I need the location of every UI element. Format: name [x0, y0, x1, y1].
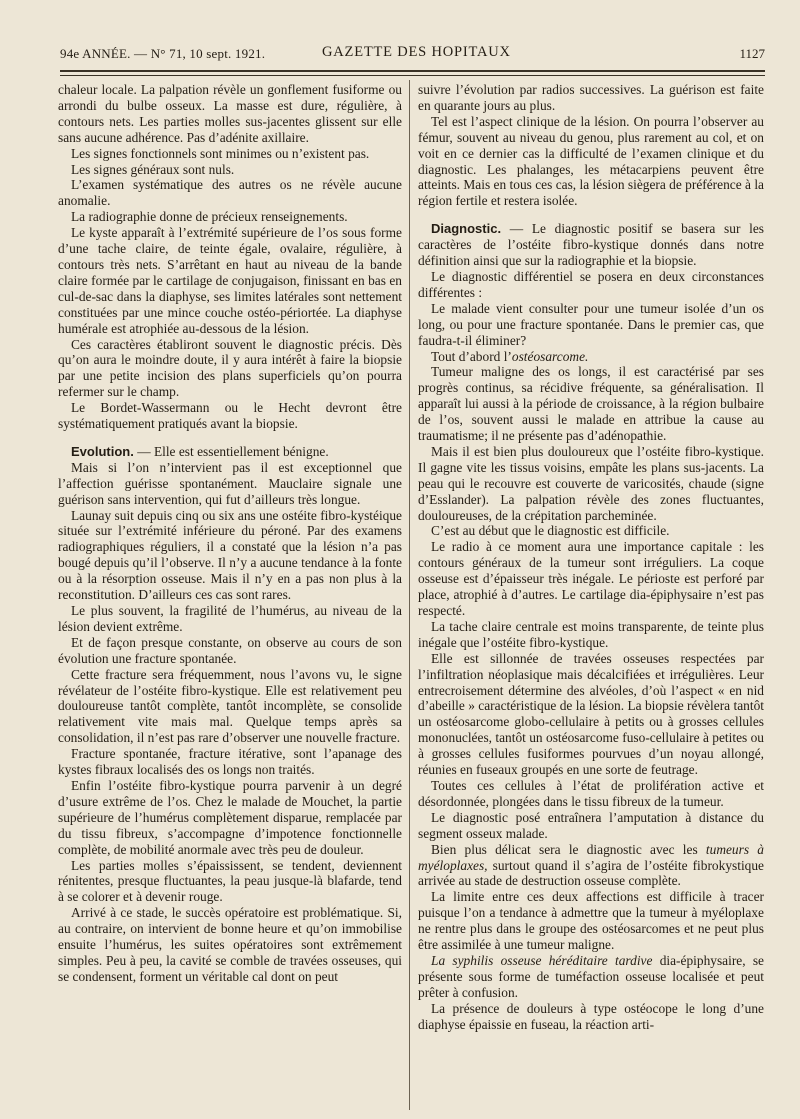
paragraph	[418, 349, 764, 365]
paragraph: Et de façon presque constante, on observe au cours de son évolution une fracture spontanée.	[58, 634, 402, 666]
paragraph: Le diagnostic posé entraînera l’amputation à distance du segment osseux malade.	[418, 809, 764, 841]
italic-term: tumeurs à myéloplaxes,	[418, 841, 764, 873]
paragraph: Elle est sillonnée de travées osseuses respectées par l’infiltration néoplasique mais décalcifiées et irrégulières. Leur entrecroisement détermine des alvéoles, d’où l’aspect « en nid d’abeille » caractéristique de la lésion. La biopsie révèlera tantôt un ostéosarcome globo-cellulaire à petits ou à grosses cellules mononuclées, tantôt un ostéosarcome fuso-cellulaire à petites ou à grosses cellules fusiformes pourvues d’un noyau allongé, réunies en fuseaux groupés en une sorte de feutrage.	[418, 650, 764, 778]
paragraph: Enfin l’ostéite fibro-kystique pourra parvenir à un degré d’usure extrême de l’os. Chez le malade de Mouchet, la partie supérieure de l’humérus complètement disparue, remplacée par du tissu fibreux, s’accompagne d’impotence fonctionnelle complète, de mobilité anormale avec très peu de douleur.	[58, 777, 402, 857]
paragraph: suivre l’évolution par radios successives. La guérison est faite en quarante jours au plus.	[418, 82, 764, 113]
paragraph: Le diagnostic différentiel se posera en deux circonstances différentes :	[418, 268, 764, 300]
right-column	[418, 82, 764, 1032]
page-header	[60, 40, 765, 64]
journal-title: GAZETTE DES HOPITAUX	[322, 44, 511, 60]
paragraph: Tel est l’aspect clinique de la lésion. On pourra l’observer au fémur, souvent au niveau du genou, plus rarement au col, et on voit en ce dernier cas la difficulté de l’examen clinique et du diagnostic. Les phalanges, les métacarpiens peuvent être atteints. Mais en tous ces cas, la lésion siègera de préférence à la région fertile et restera isolée.	[418, 113, 764, 209]
paragraph: L’examen systématique des autres os ne révèle aucune anomalie.	[58, 177, 402, 209]
italic-term: ostéosarcome.	[511, 348, 589, 364]
paragraph: Le malade vient consulter pour une tumeur isolée d’un os long, ou pour une fracture spontanée. Dans le premier cas, que faudra-t-il éliminer?	[418, 300, 764, 348]
paragraph: Mais si l’on n’intervient pas il est exceptionnel que l’affection guérisse spontanément. Mauclaire signale une guérison sans intervention, qui fut d’ailleurs très longue.	[58, 459, 402, 507]
paragraph	[418, 842, 764, 890]
header-rule-thin	[60, 75, 765, 76]
paragraph	[418, 953, 764, 1001]
section-heading: Evolution.	[71, 443, 134, 459]
section-lead: — Elle est essentiellement bénigne.	[137, 443, 329, 459]
paragraph: Le Bordet-Wassermann ou le Hecht devront être systématiquement pratiqués avant la biopsie.	[58, 400, 402, 432]
paragraph: Fracture spontanée, fracture itérative, sont l’apanage des kystes fibraux localisés des os longs non traités.	[58, 746, 402, 778]
diagnostic-section	[418, 221, 764, 269]
paragraph: Arrivé à ce stade, le succès opératoire est problématique. Si, au contraire, on intervient de bonne heure et qu’on immobilise ensuite l’humérus, les suites opératoires sont extrêmement simples. Peu à peu, la cavité se comble de travées osseuses, qui se condensent, forment un véritable cal dont on peut	[58, 905, 402, 984]
paragraph: Les signes généraux sont nuls.	[71, 161, 235, 177]
paragraph: La radiographie donne de précieux renseignements.	[71, 209, 348, 225]
evolution-section	[58, 444, 402, 460]
paragraph: Le kyste apparaît à l’extrémité supérieure de l’os sous forme d’une tache claire, de teinte égale, ovalaire, régulière, à contours très nets. S’arrêtant en haut au niveau de la bande claire formée par le cartilage de conjugaison, finissant en bas en cul-de-sac dans la diaphyse, ses limites latérales sont nettement constituées par une mince couche ostéo-périortée. La diaphyse humérale est atrophiée au-dessous de la lésion.	[58, 225, 402, 336]
paragraph: Mais il est bien plus douloureux que l’ostéite fibro-kystique. Il gagne vite les tissus voisins, empâte les plans sus-jacents. La peau qui le recouvre est couverte de varicosités, chaude (signe d’Esslander). La palpation révèle des zones fluctuantes, douloureuses, de la crépitation parcheminée.	[418, 443, 764, 523]
paragraph: Les signes fonctionnels sont minimes ou n’existent pas.	[71, 145, 370, 161]
paragraph: La tache claire centrale est moins transparente, de teinte plus inégale que l’ostéite fibro-kystique.	[418, 618, 764, 650]
text-run: dia-épiphysaire, se présente sous forme de tuméfaction osseuse localisée et peut prêter à confusion.	[418, 952, 764, 1000]
paragraph: Le plus souvent, la fragilité de l’humérus, au niveau de la lésion devient extrême.	[58, 603, 402, 634]
text-run: Bien plus délicat sera le diagnostic avec les	[431, 841, 706, 857]
paragraph: Tumeur maligne des os longs, il est caractérisé par ses progrès continus, sa récidive fréquente, sa généralisation. Il apparaît lui aussi à la période de croissance, à la région bulbaire de l’os, souvent aussi le malade en attribue la cause au traumatisme; il ne présente pas d’adénopathie.	[418, 364, 764, 444]
text-run: surtout quand il s’agira de l’ostéite fibrokystique arrivée au stade de destruction osseuse complète.	[418, 857, 764, 889]
header-rule-thick	[60, 70, 765, 72]
paragraph: C’est au début que le diagnostic est difficile.	[431, 523, 670, 539]
left-column	[58, 82, 402, 985]
paragraph: chaleur locale. La palpation révèle un gonflement fusiforme ou arrondi du bulbe osseux. La masse est dure, régulière, à contours nets. Les parties molles sus-jacentes glissent sur elle sans aucune adhérence. Pas d’adénite axillaire.	[58, 82, 402, 145]
paragraph: Ces caractères établiront souvent le diagnostic précis. Dès qu’on aura le moindre doute, il y aura intérêt à faire la biopsie par une petite incision des plans superficiels qu’on pourra refermer sur le champ.	[58, 336, 402, 400]
text-run: Tout d’abord l’	[431, 348, 512, 364]
paragraph: Le radio à ce moment aura une importance capitale : les contours généraux de la tumeur sont irréguliers. La coque osseuse est d’épaisseur très inégale. Le périoste est perforé par place, atrophié à d’autres. Le cartilage dia-épiphysaire n’est pas respecté.	[418, 539, 764, 618]
paragraph: Toutes ces cellules à l’état de prolifération active et désordonnée, plongées dans le tissu fibreux de la tumeur.	[418, 777, 764, 809]
issue-line: 94e ANNÉE. — N° 71, 10 sept. 1921.	[60, 46, 266, 61]
paragraph: La présence de douleurs à type ostéocope le long d’une diaphyse épaissie en fuseau, la réaction arti-	[418, 1000, 764, 1032]
paragraph: Cette fracture sera fréquemment, nous l’avons vu, le signe révélateur de l’ostéite fibro-kystique. Elle est relativement peu douloureuse tantôt complète, tantôt incomplète, se consolide relativement vite mais mal. Quelque temps après sa consolidation, il n’est pas rare d’observer une nouvelle fracture.	[58, 666, 402, 746]
italic-term: La syphilis osseuse héréditaire tardive	[431, 952, 653, 968]
page-number: 1127	[739, 46, 765, 61]
paragraph: Les parties molles s’épaississent, se tendent, deviennent rénitentes, presque fluctuantes, la peau jusque-là blafarde, tend à se colorer et à devenir rouge.	[58, 857, 402, 905]
column-divider	[409, 80, 410, 1110]
section-heading: Diagnostic.	[431, 221, 502, 237]
section-lead: — Le diagnostic positif se basera sur les caractères de l’ostéite fibro-kystique donnés dans notre définition ainsi que sur la radiographie et la biopsie.	[418, 221, 764, 269]
paragraph: La limite entre ces deux affections est difficile à tracer puisque l’on a tendance à admettre que la tumeur à myéloplaxe ne rentre plus dans le groupe des ostéosarcomes et ne peut plus être assimilée à une tumeur maligne.	[418, 889, 764, 953]
paragraph: Launay suit depuis cinq ou six ans une ostéite fibro-kystéique située sur l’extrémité inférieure du péroné. Par des examens radiographiques réguliers, il a constaté que la lésion n’a pas bougé depuis qu’il l’observe. Il n’y a aucune tendance à la fonte ou à la résorption osseuse. Mais il n’y en a pas non plus à la reconstitution. D’ailleurs ces cas sont rares.	[58, 507, 402, 603]
